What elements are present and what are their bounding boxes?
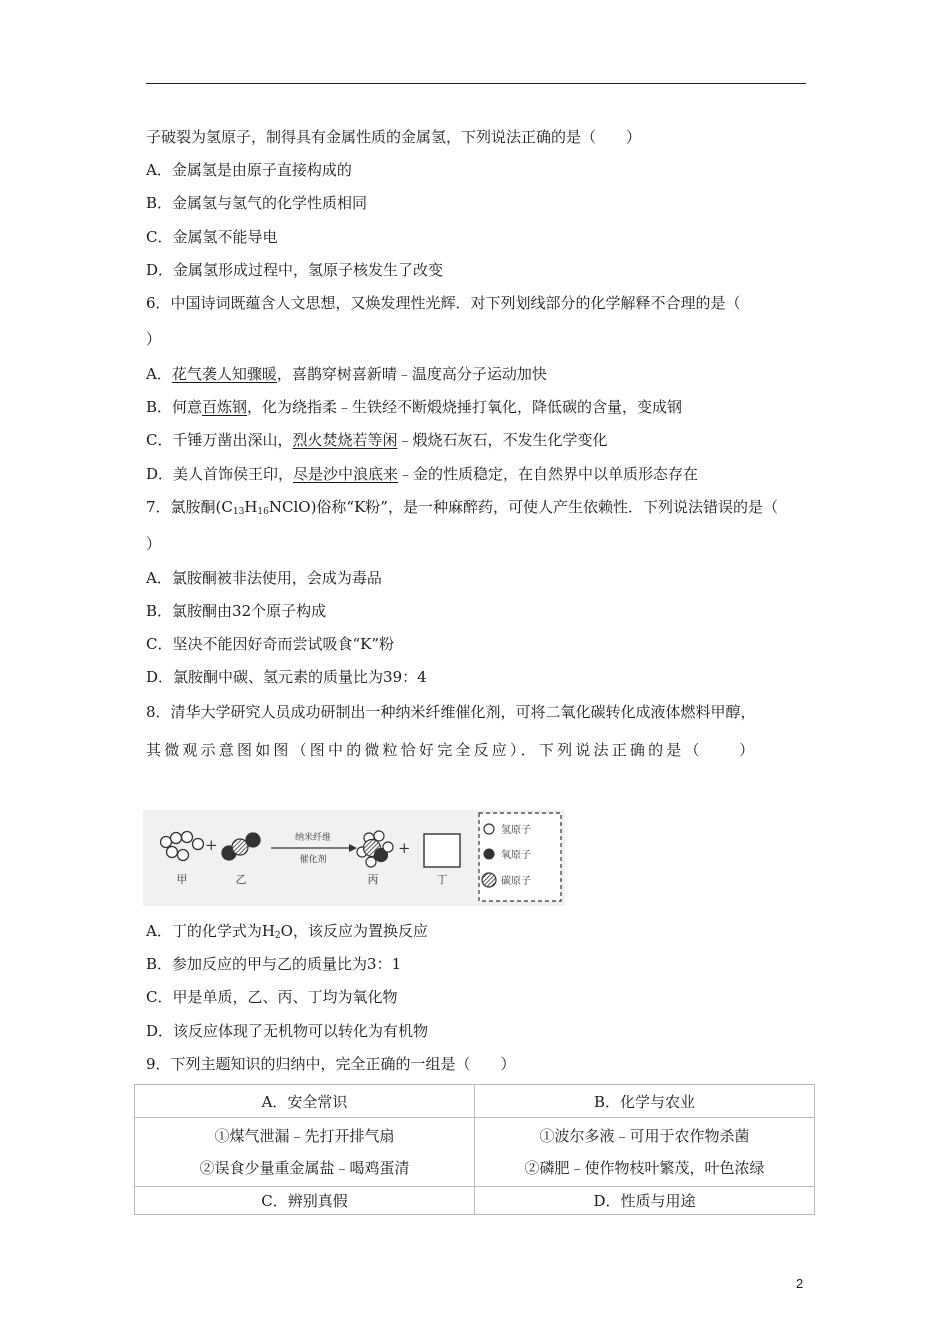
q5-option-d: D．金属氢形成过程中，氢原子核发生了改变 [146,261,444,279]
table-row [135,1187,815,1215]
q7-option-a: A．氯胺酮被非法使用，会成为毒品 [146,569,382,587]
molecule-jia [161,832,204,861]
underlined-phrase: 花气袭人知骤暖 [171,365,277,383]
q6-option-a: A．花气袭人知骤暖，喜鹊穿树喜新晴﹣温度高分子运动加快 [146,365,547,383]
cell-c-title: C．辨别真假 [135,1187,475,1215]
header-rule [146,83,806,84]
cell-d-title: D．性质与用途 [475,1187,815,1215]
cell-b-items: ①波尔多液﹣可用于农作物杀菌 ②磷肥﹣使作物枝叶繁茂，叶色浓绿 [475,1118,815,1187]
svg-text:氧原子: 氧原子 [501,850,531,861]
q6-stem: 6．中国诗词既蕴含人文思想，又焕发理性光辉．对下列划线部分的化学解释不合理的是（ [146,294,741,312]
q6-option-c: C．千锤万凿出深山，烈火焚烧若等闲﹣煅烧石灰石，不发生化学变化 [146,431,608,449]
label-yi: 乙 [235,873,247,886]
underlined-phrase: 烈火焚烧若等闲 [292,431,398,449]
reaction-micro-diagram [143,810,565,906]
plus-sign: + [398,839,411,857]
svg-text:氢原子: 氢原子 [501,825,531,836]
page-number: 2 [796,1276,804,1291]
q8-option-d: D．该反应体现了无机物可以转化为有机物 [146,1022,429,1040]
q6-option-d: D．美人首饰侯王印，尽是沙中浪底来﹣金的性质稳定，在自然界中以单质形态存在 [146,465,699,483]
cell-b-title: B．化学与农业 [475,1085,815,1118]
q6-option-b: B．何意百炼钢，化为绕指柔﹣生铁经不断煅烧捶打氧化，降低碳的含量，变成钢 [146,398,683,416]
oxygen-atom-icon [484,849,495,860]
q7-stem-cont: ） [146,535,162,553]
q5-stem-tail: 子破裂为氢原子，制得具有金属性质的金属氢，下列说法正确的是（ ） [146,128,642,146]
arrow-label-bottom: 催化剂 [299,855,327,865]
carbon-atom-icon [482,873,496,887]
arrow-label-top: 纳米纤维 [294,833,332,843]
table-row [135,1085,815,1118]
hydrogen-atom-icon [484,824,494,834]
molecule-bing [357,831,393,867]
q8-option-b: B．参加反应的甲与乙的质量比为3：1 [146,955,402,973]
q7-option-b: B．氯胺酮由32个原子构成 [146,602,327,620]
q5-option-a: A．金属氢是由原子直接构成的 [146,161,352,179]
q5-option-c: C．金属氢不能导电 [146,228,278,246]
q8-stem-line2: 其微观示意图如图（图中的微粒恰好完全反应）．下列说法正确的是（ ） [146,741,758,759]
q8-stem-line1: 8．清华大学研究人员成功研制出一种纳米纤维催化剂，可将二氧化碳转化成液体燃料甲醇， [146,703,756,721]
underlined-phrase: 百炼钢 [202,398,248,416]
q8-option-a: A．丁的化学式为$H_2O$，该反应为置换反应 [146,922,428,941]
atom-legend [479,813,561,901]
q6-stem-cont: ） [146,330,162,348]
svg-text:碳原子: 碳原子 [501,876,531,887]
q8-option-c: C．甲是单质，乙、丙、丁均为氧化物 [146,988,398,1006]
table-row [135,1118,815,1187]
molecule-yi [222,833,260,860]
label-bing: 丙 [367,873,379,886]
molecule-ding-box [424,834,460,867]
q7-option-c: C．坚决不能因好奇而尝试吸食“K”粉 [146,635,395,653]
q5-option-b: B．金属氢与氢气的化学性质相同 [146,194,368,212]
cell-a-title: A．安全常识 [135,1085,475,1118]
plus-sign: + [205,836,218,854]
q7-option-d: D．氯胺酮中碳、氢元素的质量比为39：4 [146,668,427,686]
reaction-diagram-svg [143,810,565,906]
underlined-phrase: 尽是沙中浪底来 [293,465,399,483]
q7-stem: 7．氯胺酮$(C_{13}H_{16}NClO)$俗称“K粉”，是一种麻醉药，可使人产生依赖性．下列说法错误的是（ [146,498,778,517]
knowledge-table [134,1084,815,1215]
cell-a-items: ①煤气泄漏﹣先打开排气扇 ②误食少量重金属盐﹣喝鸡蛋清 [135,1118,475,1187]
label-ding: 丁 [436,873,448,886]
label-jia: 甲 [176,873,188,886]
reaction-arrow [271,831,357,865]
q9-stem: 9．下列主题知识的归纳中，完全正确的一组是（ ） [146,1055,516,1073]
